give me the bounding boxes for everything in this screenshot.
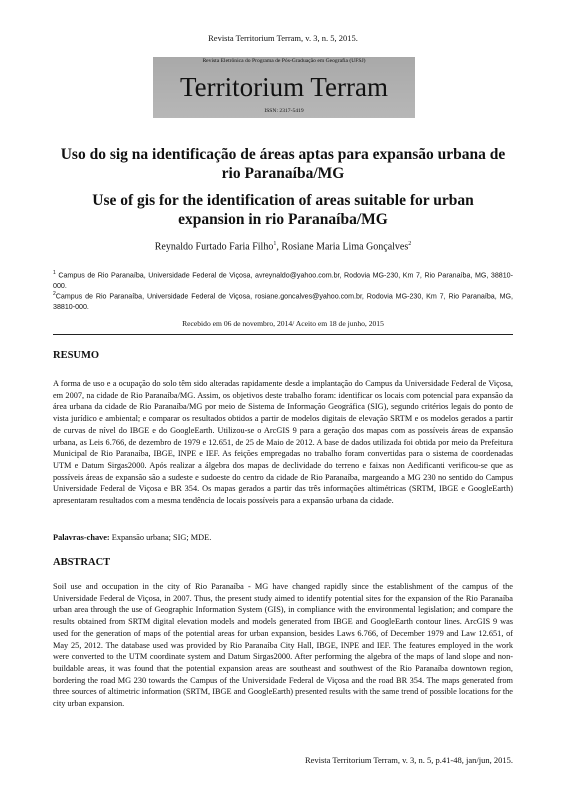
resumo-text: A forma de uso e a ocupação do solo têm sido alteradas rapidamente desde a implantação do Campus da Universidade Federal de Viçosa, em 2007, na cidade de Rio Paranaíba/MG. Assim, os objetivos deste trabalho foram: identificar os locais com potencial para expansão da área urbana da cidade de Rio Paranaíba/MG por meio de Sistema de Informação Geográfica (SIG), segundo critérios legais do ponto de vista jurídico e ambiental; e comparar os resultados obtidos a partir de modelos digitais de elevação SRTM e os modelos gerados a partir de curvas de nível do IBGE e do GoogleEarth. Utilizou-se o ArcGIS 9 para a geração dos mapas com as possíveis áreas de expansão urbana, as Leis 6.766, de dezembro de 1979 e 12.651, de 25 de Maio de 2012. A base de dados utilizada foi obtida por meio da Prefeitura Municipal de Rio Paranaíba, IBGE, INPE e IEF. As feições empregadas no trabalho foram convertidas para o sistema de coordenadas UTM e Datum Sirgas2000. Após realizar a álgebra dos mapas de declividade do terreno e faixas non Aedificanti verificou-se que as possíveis áreas de expansão são a sudeste e sudoeste do centro da cidade de Rio Paranaíba, margeando a MG 230 no sentido do Campus Universidade Federal de Viçosa e BR 354. Os mapas gerados a partir das três informações altimétricas (SRTM, IBGE e GoogleEarth) apresentaram resultados com a mesma tendência de locais possíveis para a expansão urbana da cidade.	[53, 379, 513, 506]
abstract-heading: ABSTRACT	[53, 557, 111, 568]
divider-rule	[53, 334, 513, 335]
abstract-text: Soil use and occupation in the city of Rio Paranaíba - MG have changed rapidly since the establishment of the campus of the Universidade Federal de Viçosa, in 2007. Thus, the present study aimed to identify potential sites for the expansion of the Rio Paranaíba urban area through the use of Geographic Information System (GIS), in compliance with the environmental legislation; and compare the results obtained from SRTM digital elevation models and models generated from IBGE and GoogleEarth contour lines. ArcGIS 9 was used for the generation of maps of the potential areas for urban expansion, besides Laws 6.766, of December 1979 and Law 12.651, of May 25, 2012. The database used was provided by Rio Paranaíba City Hall, IBGE, INPE and IEF. The features employed in the work were converted to the UTM coordinate system and Datum Sirgas2000. After performing the algebra of the maps of land slope and non-buildable areas, it was found that the potential expansion areas are southeast and southwest of the Rio Paranaíba downtown region, bordering the road MG 230 towards the Campus of the Universidade Federal de Viçosa and the road BR 354. The maps generated from three sources of altimetric information (SRTM, IBGE and GoogleEarth) presented results with the same trend of possible locations for the city urban expansion.	[53, 582, 513, 709]
affiliation-1	[53, 268, 513, 291]
title-portuguese: Uso do sig na identificação de áreas aptas para expansão urbana de rio Paranaíba/MG	[60, 146, 506, 182]
authors	[0, 241, 566, 252]
title-english: Use of gis for the identification of areas suitable for urban expansion in rio Paranaíba/MG	[92, 192, 474, 228]
journal-banner	[153, 57, 415, 118]
affiliation-1-text: Campus de Rio Paranaíba, Universidade Federal de Viçosa, avreynaldo@yahoo.com.br, Rodovia MG-230, Km 7, Rio Paranaíba, MG, 38810-000.	[53, 271, 513, 290]
keywords	[53, 533, 513, 542]
journal-title: Territorium Terram	[180, 72, 388, 102]
author-2-sup: 2	[408, 241, 412, 247]
author-separator: ,	[276, 241, 282, 253]
running-head: Revista Territorium Terram, v. 3, n. 5, 2015.	[208, 33, 358, 43]
keywords-label: Palavras-chave:	[53, 533, 110, 542]
page-footer: Revista Territorium Terram, v. 3, n. 5, p.41-48, jan/jun, 2015.	[304, 755, 513, 765]
affiliation-2-sup: 2	[53, 291, 56, 297]
author-1-sup: 1	[273, 241, 277, 247]
affiliation-2-text: Campus de Rio Paranaíba, Universidade Federal de Viçosa, rosiane.goncalves@yahoo.com.br, Rodovia MG-230, Km 7, Rio Paranaíba, MG, 38810-000.	[53, 292, 513, 311]
resumo-heading: RESUMO	[53, 350, 100, 361]
received-date: Recebido em 06 de novembro, 2014/ Aceito em 18 de junho, 2015	[182, 319, 384, 328]
author-1: Reynaldo Furtado Faria Filho	[154, 241, 274, 253]
keywords-text: Expansão urbana; SIG; MDE.	[109, 533, 212, 542]
issn: ISSN: 2317-5419	[264, 108, 304, 114]
affiliation-2	[53, 289, 513, 312]
author-2: Rosiane Maria Lima Gonçalves	[281, 241, 409, 253]
affiliation-1-sup: 1	[53, 270, 56, 276]
banner-program: Revista Eletrônica do Programa de Pós-Graduação em Geografia (UFSJ)	[202, 58, 366, 64]
